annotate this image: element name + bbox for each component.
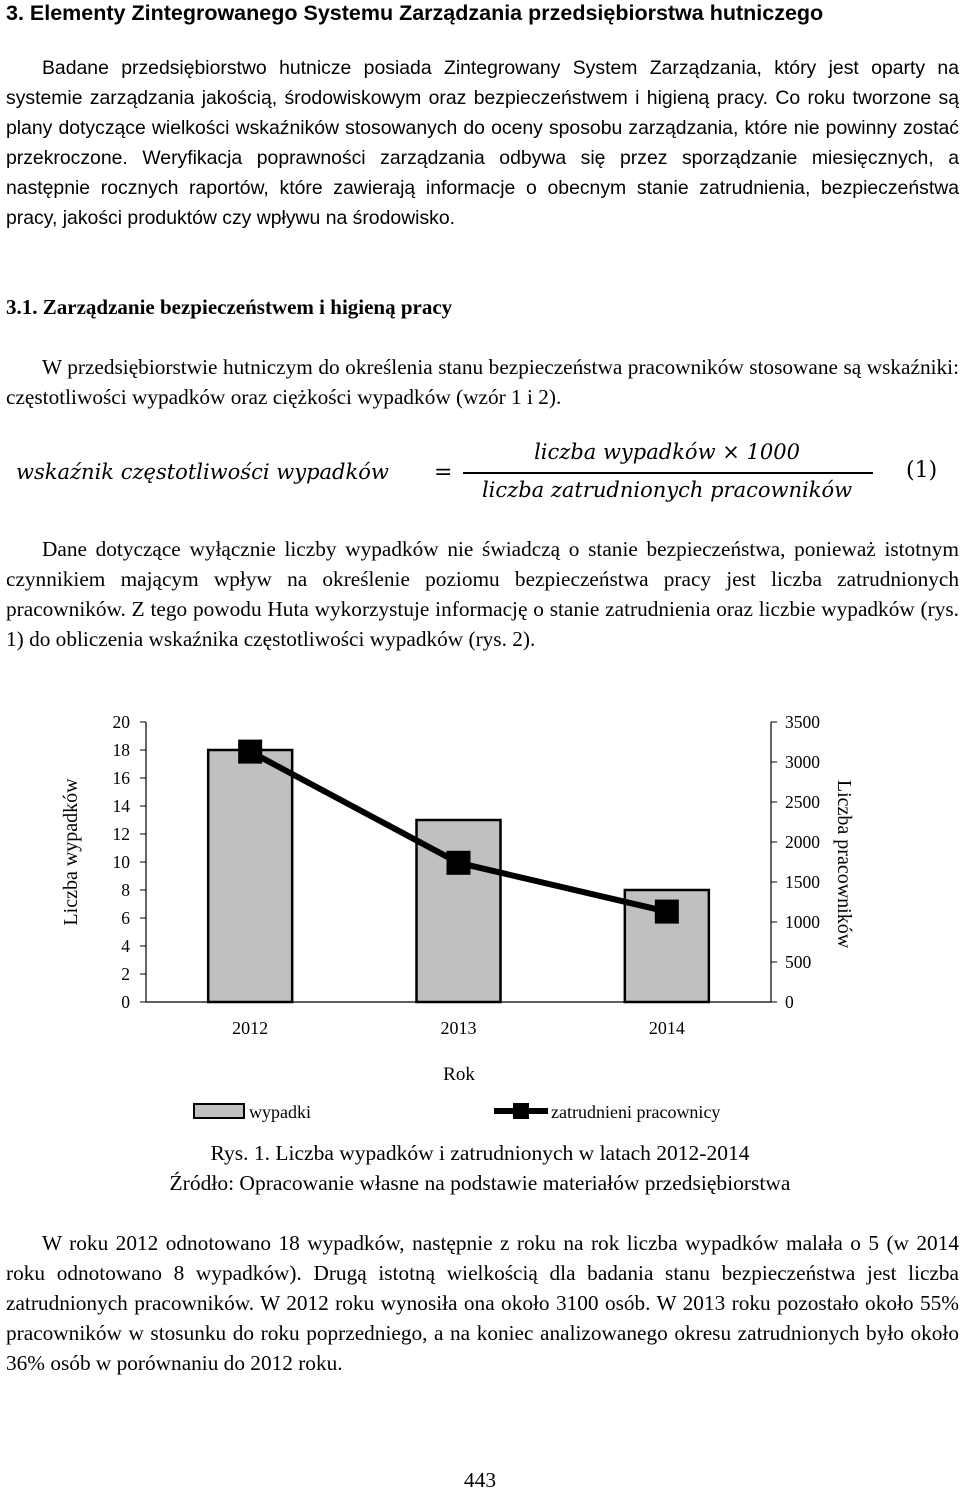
formula-denominator: liczba zatrudnionych pracowników <box>481 478 853 502</box>
y2-tick-label: 1500 <box>785 872 820 892</box>
y-axis-label: Liczba wypadków <box>60 778 82 926</box>
paragraph-after-formula: Dane dotyczące wyłącznie liczby wypadków nie świadczą o stanie bezpieczeństwa, ponieważ istotnym czynnikiem mającym wpływ na określenie poziomu bezpieczeństwa pracy jest liczba zatrudnionych pracowników. Z tego powodu Huta wykorzystuje informację o stanie zatrudnienia oraz liczbie wypadków (rys. 1) do obliczenia wskaźnika częstotliwości wypadków (rys. 2). <box>6 537 959 651</box>
line-point-2012 <box>238 740 262 764</box>
y2-tick-label: 1000 <box>785 912 820 932</box>
y-tick-label: 20 <box>112 712 130 732</box>
line-point-2014 <box>655 900 679 924</box>
figure-source: Źródło: Opracowanie własne na podstawie materiałów przedsiębiorstwa <box>169 1171 791 1195</box>
formula-1 <box>0 436 960 506</box>
x-tick-label: 2012 <box>232 1018 269 1038</box>
formula-equals: = <box>434 460 453 485</box>
y-tick-label: 8 <box>121 880 130 900</box>
y-tick-label: 6 <box>121 908 130 928</box>
bar-2012 <box>208 750 292 1002</box>
y-tick-label: 0 <box>121 992 130 1012</box>
section-heading: 3. Elementy Zintegrowanego Systemu Zarządzania przedsiębiorstwa hutniczego <box>6 1 824 25</box>
y2-tick-label: 3500 <box>785 712 820 732</box>
x-axis-label: Rok <box>443 1064 475 1085</box>
y2-tick-label: 2500 <box>785 792 820 812</box>
legend-swatch-marker <box>513 1103 529 1119</box>
subsection-heading: 3.1. Zarządzanie bezpieczeństwem i higieną pracy <box>6 295 453 319</box>
y-tick-label: 18 <box>112 740 130 760</box>
y2-tick-label: 500 <box>785 952 812 972</box>
y-tick-label: 14 <box>112 796 130 816</box>
final-paragraph: W roku 2012 odnotowano 18 wypadków, następnie z roku na rok liczba wypadków malała o 5 (w 2014 roku odnotowano 8 wypadków). Drugą istotną wielkością dla badania stanu bezpieczeństwa jest liczba zatrudnionych pracowników. W 2012 roku wynosiła ona około 3100 osób. W 2013 roku pozostało około 55% pracowników w stosunku do roku poprzedniego, a na koniec analizowanego okresu zatrudnionych było około 36% osób w porównaniu do 2012 roku. <box>6 1231 959 1375</box>
y-tick-label: 16 <box>112 768 130 788</box>
y2-tick-label: 3000 <box>785 752 820 772</box>
y2-tick-label: 2000 <box>785 832 820 852</box>
y-tick-label: 10 <box>112 852 130 872</box>
x-tick-label: 2014 <box>648 1018 685 1038</box>
formula-number: (1) <box>906 458 938 483</box>
y-tick-label: 2 <box>121 964 130 984</box>
y-tick-label: 12 <box>112 824 130 844</box>
y2-tick-label: 0 <box>785 992 794 1012</box>
legend-label-zatrudnieni: zatrudnieni pracownicy <box>551 1102 721 1122</box>
chart-figure-1 <box>0 700 960 1140</box>
legend-swatch-wypadki <box>194 1104 244 1118</box>
figure-caption: Rys. 1. Liczba wypadków i zatrudnionych w latach 2012-2014 <box>210 1141 750 1165</box>
legend-label-wypadki: wypadki <box>249 1102 311 1122</box>
formula-numerator: liczba wypadków × 1000 <box>534 440 800 464</box>
y-tick-label: 4 <box>121 936 130 956</box>
page-number: 443 <box>463 1468 497 1492</box>
line-point-2013 <box>447 851 471 875</box>
section-paragraph: Badane przedsiębiorstwo hutnicze posiada Zintegrowany System Zarządzania, który jest oparty na systemie zarządzania jakością, środowiskowym oraz bezpieczeństwem i higieną pracy. Co roku tworzone są plany dotyczące wielkości wskaźników stosowanych do oceny sposobu zarządzania, które nie powinny zostać przekroczone. Weryfikacja poprawności zarządzania odbywa się przez sporządzanie miesięcznych, a następnie rocznych raportów, które zawierają informacje o obecnym stanie zatrudnienia, bezpieczeństwa pracy, jakości produktów czy wpływu na środowisko. <box>6 57 959 229</box>
x-tick-label: 2013 <box>440 1018 477 1038</box>
y2-axis-label: Liczba pracowników <box>833 779 855 949</box>
formula-lhs: wskaźnik częstotliwości wypadków <box>16 460 389 484</box>
subsection-paragraph: W przedsiębiorstwie hutniczym do określenia stanu bezpieczeństwa pracowników stosowane są wskaźniki: częstotliwości wypadków oraz ciężkości wypadków (wzór 1 i 2). <box>6 355 959 409</box>
formula-fraction-line <box>463 472 873 474</box>
